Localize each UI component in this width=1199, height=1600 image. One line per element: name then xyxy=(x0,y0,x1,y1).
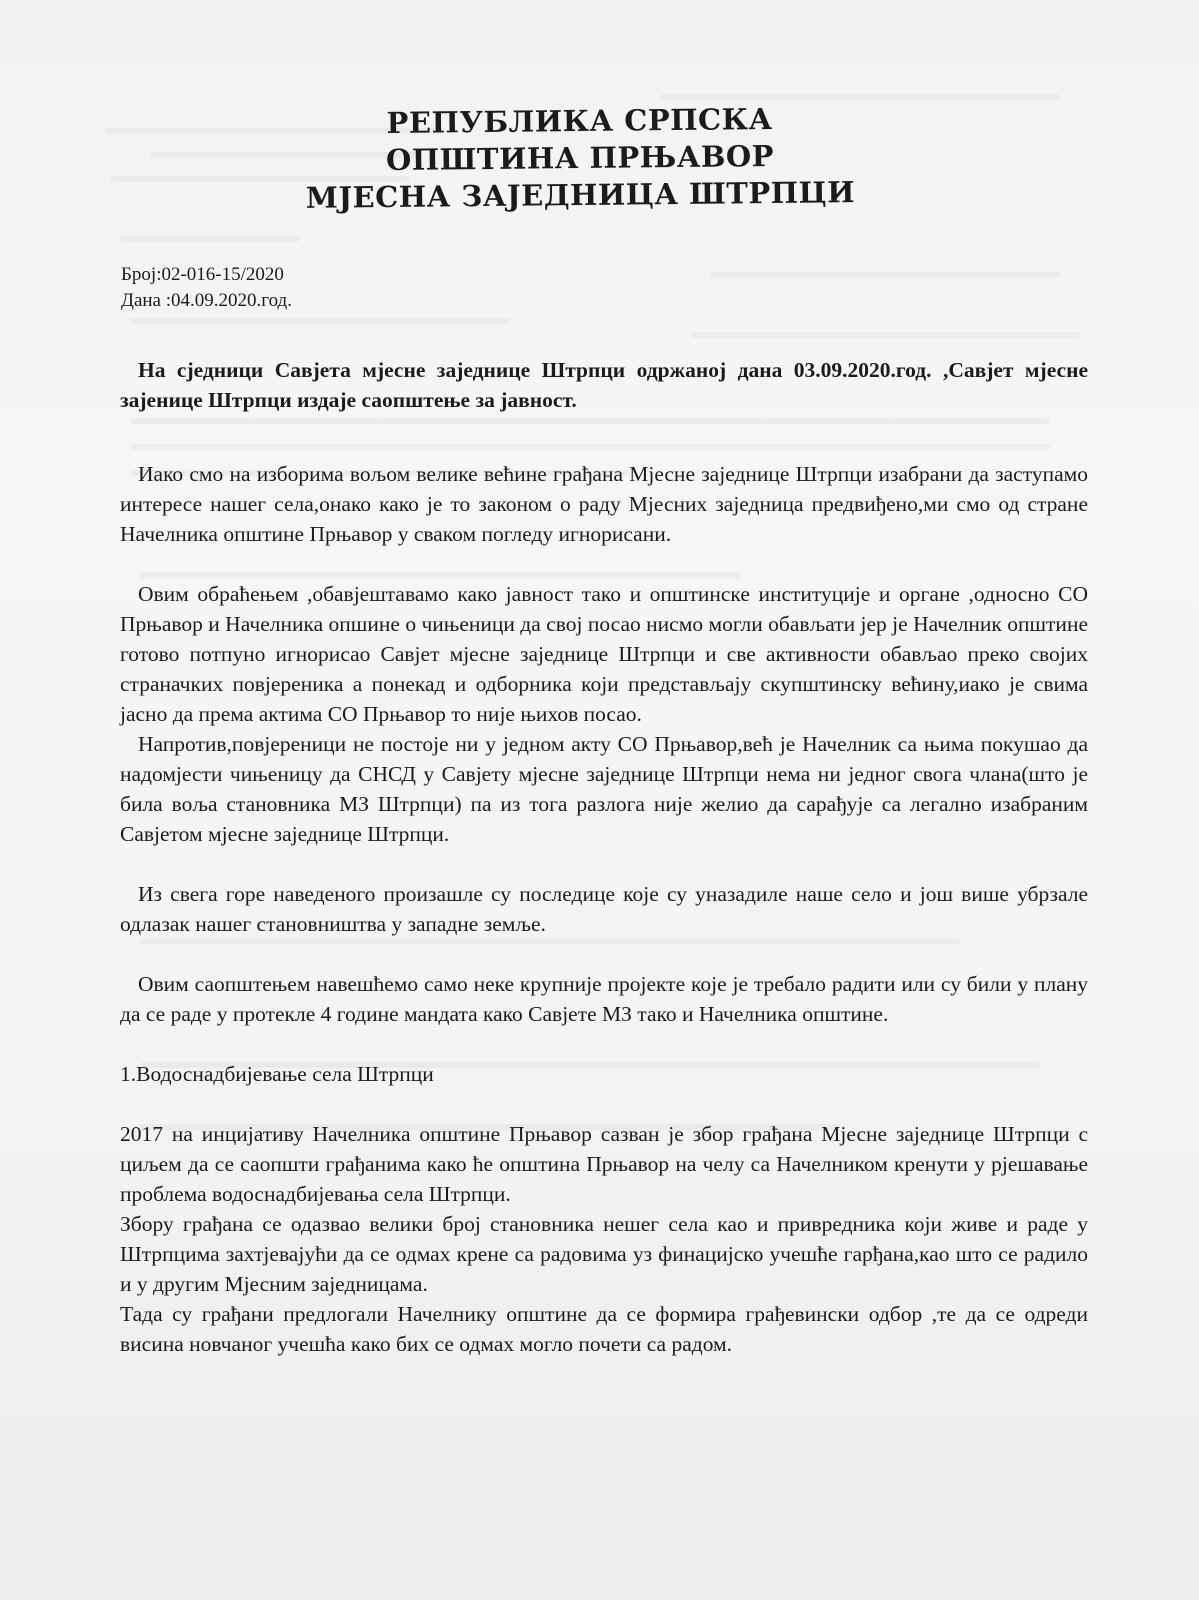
document-reference xyxy=(121,262,292,314)
lead-statement: На сједници Савјета мјесне заједнице Штрпци одржаној дана 03.09.2020.год. ,Савјет мјесне зајенице Штрпци издаје саопштење за јавност. xyxy=(120,358,1088,412)
header-republic: РЕПУБЛИКА СРПСКА xyxy=(386,101,773,141)
paragraph-3: Напротив,повјереници не постоје ни у једном акту СО Прњавор,већ је Начелник са њима покушао да надомјести чињеницу да СНСД у Савјету мјесне заједнице Штрпци нема ни једног свога члана(што је била воља становника МЗ Штрпци) па из тога разлога није желио да сарађује са легално изабраним Савјетом мјесне заједнице Штрпци. xyxy=(120,732,1088,846)
header-local-community: МЈЕСНА ЗАЈЕДНИЦА ШТРПЦИ xyxy=(305,175,856,215)
paragraph-1: Иако смо на изборима вољом велике већине грађана Мјесне заједнице Штрпци изабрани да заступамо интересе нашег села,онако како је то законом о раду Мјесних заједница предвиђено,ми смо од стране Начелника општине Прњавор у сваком погледу игнорисани. xyxy=(120,462,1088,546)
document-number: Број:02-016-15/2020 xyxy=(121,264,284,285)
section-heading: 1.Водоснадбијевање села Штрпци xyxy=(120,1062,434,1086)
section-paragraph-2: Збору грађана се одазвао велики број становника нешег села као и привредника који живе и раде у Штрпцима захтјевајући да се одмах крене са радовима уз финацијско учешће гарђана,као што се радило и у другим Мјесним заједницама. xyxy=(120,1212,1088,1296)
paragraph-4: Из свега горе наведеного произашле су последице које су уназадиле наше село и још више убрзале одлазак нашег становништва у западне земље. xyxy=(120,882,1088,936)
document-date: Дана :04.09.2020.год. xyxy=(121,290,292,311)
section-paragraph-1: 2017 на инцијативу Начелника општине Прњавор сазван је збор грађана Мјесне заједнице Штрпци с циљем да се саопшти грађанима како ће општина Прњавор на челу са Начелником кренути у рјешавање проблема водоснадбијевања села Штрпци. xyxy=(120,1122,1088,1206)
paragraph-5: Овим саопштењем навешћемо само неке крупније пројекте које је требало радити или су били у плану да се раде у протекле 4 године мандата како Савјете МЗ тако и Начелника општине. xyxy=(120,972,1088,1026)
paragraph-2: Овим обраћењем ,обавјештавамо како јавност тако и општинске институције и органе ,односно СО Прњавор и Начелника опшине о чињеници да свој посао нисмо могли обављати јер је Начелник општине готово потпуно игнорисао Савјет мјесне заједнице Штрпци и све активности обављао преко својих страначких повјереника а понекад и одборника који представљају скупштинску већину,иако је свима јасно да према актима СО Прњавор то није њихов посао. xyxy=(120,582,1088,726)
document-body xyxy=(120,355,1088,1359)
header-municipality: ОПШТИНА ПРЊАВОР xyxy=(385,138,775,178)
document-header xyxy=(299,100,860,217)
section-paragraph-3: Тада су грађани предлогали Начелнику општине да се формира грађевински одбор ,те да се одреди висина новчаног учешћа како бих се одмах могло почети са радом. xyxy=(120,1302,1088,1356)
